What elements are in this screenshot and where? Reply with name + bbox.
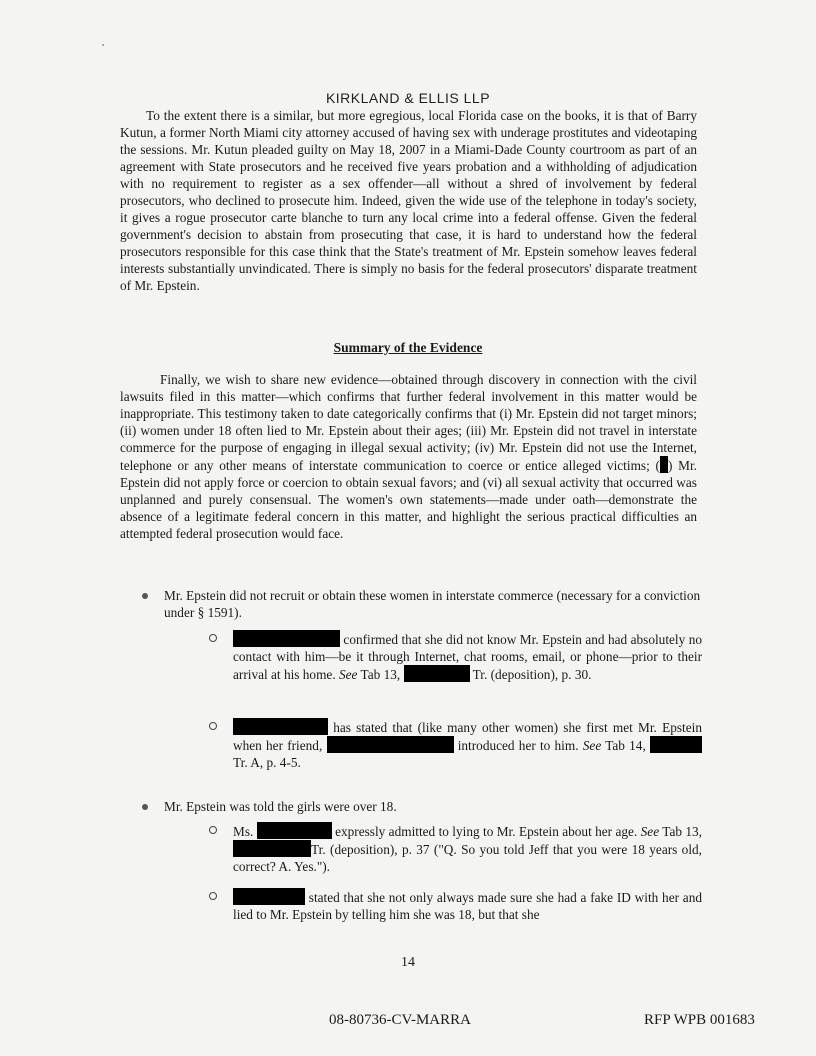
redaction-box	[327, 736, 454, 753]
redaction-box	[660, 456, 668, 473]
sub-bullet-2b: stated that she not only always made sure she had a fake ID with her and lied to Mr. Epstein by telling him she was 18, but that she	[209, 888, 702, 923]
paragraph-evidence: Finally, we wish to share new evidence—obtained through discovery in connection with the civil lawsuits filed in this matter—which confirms that further federal involvement in this matter would be inappropriate. This testimony taken to date categorically confirms that (i) Mr. Epstein did not target minors; (ii) women under 18 often lied to Mr. Epstein about their ages; (iii) Mr. Epstein did not travel in interstate commerce for the purpose of engaging in illegal sexual activity; (iv) Mr. Epstein did not use the Internet, telephone or any other means of interstate communication to coerce or entice alleged victims; ( ) Mr. Epstein did not apply force or coercion to obtain sexual favors; and (vi) all sexual activity that occurred was unplanned and purely consensual. The women's own statements—made under oath—demonstrate the absence of a legitimate federal concern in this matter, and highlight the serious practical difficulties an attempted federal prosecution would face.	[120, 372, 698, 541]
circle-bullet-icon	[209, 892, 217, 900]
redaction-box	[233, 888, 305, 905]
page-number: 14	[401, 955, 415, 970]
sub-bullet-2a: Ms. expressly admitted to lying to Mr. Epstein about her age. See Tab 13,Tr. (deposition), p. 37 ("Q. So you told Jeff that you were 18 years old, correct? A. Yes.").	[209, 822, 702, 875]
bullet-over-18: Mr. Epstein was told the girls were over 18.	[142, 798, 702, 815]
redaction-box	[257, 822, 332, 839]
bullet-dot-icon	[142, 593, 148, 599]
redaction-box	[233, 630, 340, 647]
bullet-dot-icon	[142, 804, 148, 810]
paragraph-kutun: To the extent there is a similar, but more egregious, local Florida case on the books, it is that of Barry Kutun, a former North Miami city attorney accused of having sex with underage prostitutes and videotaping the sessions. Mr. Kutun pleaded guilty on May 18, 2007 in a Miami-Dade County courtroom as part of an agreement with State prosecutors and he received five years probation and a withholding of adjudication with no requirement to register as a sex offender—all without a shred of involvement by federal prosecutors, who declined to prosecute him. Indeed, given the wide use of the telephone in today's society, it gives a rogue prosecutor carte blanche to turn any local crime into a federal offense. Given the federal government's decision to abstain from prosecuting that case, it is hard to understand how the federal prosecutors responsible for this case think that the State's treatment of Mr. Epstein somehow leaves federal interests substantially unvindicated. There is simply no basis for the federal prosecutors' disparate treatment of Mr. Epstein.	[120, 108, 697, 293]
redaction-box	[650, 736, 702, 753]
scan-speck	[102, 44, 104, 46]
circle-bullet-icon	[209, 634, 217, 642]
letterhead: KIRKLAND & ELLIS LLP	[325, 90, 491, 106]
redaction-box	[233, 840, 311, 857]
redaction-box	[404, 665, 470, 682]
section-heading: Summary of the Evidence	[333, 340, 483, 355]
circle-bullet-icon	[209, 826, 217, 834]
sub-bullet-1b: has stated that (like many other women) she first met Mr. Epstein when her friend, introduced her to him. See Tab 14, Tr. A, p. 4-5.	[209, 718, 702, 771]
circle-bullet-icon	[209, 722, 217, 730]
bullet-interstate: Mr. Epstein did not recruit or obtain these women in interstate commerce (necessary for a conviction under § 1591).	[142, 587, 702, 621]
sub-bullet-1a: confirmed that she did not know Mr. Epstein and had absolutely no contact with him—be it through Internet, chat rooms, email, or phone—prior to their arrival at his home. See Tab 13, Tr. (deposition), p. 30.	[209, 630, 702, 683]
case-number: 08-80736-CV-MARRA	[329, 1012, 471, 1028]
redaction-box	[233, 718, 328, 735]
bates-number: RFP WPB 001683	[644, 1012, 755, 1028]
